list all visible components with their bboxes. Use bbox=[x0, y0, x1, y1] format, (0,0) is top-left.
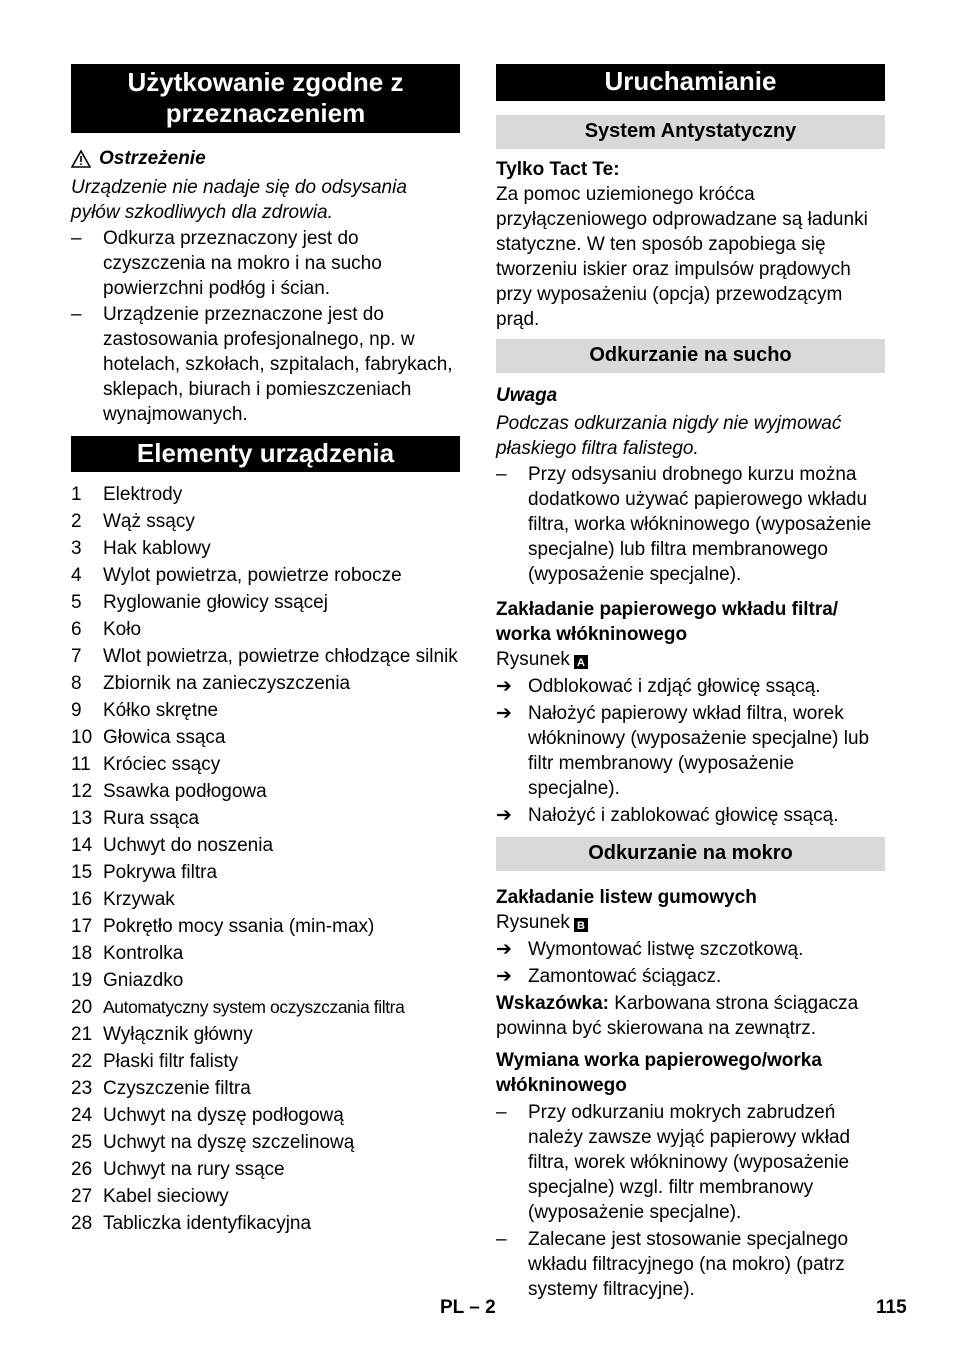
list-item-text: Pokrywa filtra bbox=[103, 862, 218, 883]
arrow-right-icon: ➔ bbox=[496, 703, 512, 724]
list-item-text: Gniazdko bbox=[103, 970, 184, 991]
list-item-text: Wąż ssący bbox=[103, 511, 195, 532]
footer-page-ref bbox=[440, 1297, 496, 1319]
list-item bbox=[71, 833, 460, 858]
warning-triangle-icon bbox=[71, 150, 91, 168]
list-item-text: Kabel sieciowy bbox=[103, 1186, 229, 1207]
dash-marker: – bbox=[496, 1102, 507, 1123]
list-item-number: 2 bbox=[71, 511, 82, 532]
wet-figure-ref bbox=[496, 910, 885, 935]
list-item-number: 5 bbox=[71, 592, 82, 613]
step-item bbox=[496, 964, 885, 989]
list-item bbox=[71, 995, 460, 1020]
list-item bbox=[71, 725, 460, 750]
list-item bbox=[71, 806, 460, 831]
dash-marker: – bbox=[496, 464, 507, 485]
list-item-number: 7 bbox=[71, 646, 82, 667]
list-item-text: Króciec ssący bbox=[103, 754, 221, 775]
list-item bbox=[71, 563, 460, 588]
wet-bullet bbox=[496, 1227, 885, 1302]
section-title-elements: Elementy urządzenia bbox=[71, 436, 460, 472]
figure-a-icon: A bbox=[574, 655, 588, 669]
figure-label: Rysunek bbox=[496, 649, 570, 670]
list-item-number: 8 bbox=[71, 673, 82, 694]
list-item bbox=[71, 671, 460, 696]
list-item-text: Głowica ssąca bbox=[103, 727, 226, 748]
step-item bbox=[496, 701, 885, 801]
list-item bbox=[71, 1157, 460, 1182]
step-item bbox=[496, 803, 885, 828]
list-item-number: 21 bbox=[71, 1024, 93, 1045]
list-item-number: 24 bbox=[71, 1105, 93, 1126]
elements-list bbox=[71, 482, 460, 1236]
arrow-right-icon: ➔ bbox=[496, 805, 512, 826]
hint-paragraph bbox=[496, 991, 885, 1041]
list-item-number: 4 bbox=[71, 565, 82, 586]
list-item bbox=[71, 1130, 460, 1155]
list-item bbox=[71, 590, 460, 615]
arrow-right-icon: ➔ bbox=[496, 939, 512, 960]
list-item-number: 1 bbox=[71, 484, 82, 505]
wet-bullet-text: Przy odkurzaniu mokrych zabrudzeń należy zawsze wyjąć papierowy wkład filtra, worek włókninowy (wyposażenie specjalne) wzgl. filtr membranowy (wyposażenie specjalne). bbox=[528, 1102, 851, 1223]
note-label: Uwaga bbox=[496, 385, 558, 406]
list-item bbox=[71, 1184, 460, 1209]
hint-label: Wskazówka: bbox=[496, 993, 609, 1014]
list-item bbox=[71, 968, 460, 993]
dash-marker: – bbox=[71, 228, 82, 249]
subsection-title-wet: Odkurzanie na mokro bbox=[496, 837, 885, 871]
warning-label: Ostrzeżenie bbox=[99, 148, 206, 169]
warning-heading bbox=[71, 146, 460, 171]
section-title-startup: Uruchamianie bbox=[496, 64, 885, 101]
figure-label: Rysunek bbox=[496, 912, 570, 933]
wet-subtitle: Zakładanie listew gumowych bbox=[496, 887, 757, 908]
list-item-text: Tabliczka identyfikacyjna bbox=[103, 1213, 312, 1234]
usage-bullet-text: Odkurza przeznaczony jest do czyszczenia na mokro i na sucho powierzchni podłóg i ścian. bbox=[103, 228, 382, 299]
usage-bullet bbox=[71, 226, 460, 301]
list-item-text: Krzywak bbox=[103, 889, 175, 910]
list-item-number: 9 bbox=[71, 700, 82, 721]
dry-subtitle: Zakładanie papierowego wkładu filtra/ worka włókninowego bbox=[496, 599, 839, 645]
list-item bbox=[71, 617, 460, 642]
list-item bbox=[71, 752, 460, 777]
list-item bbox=[71, 1022, 460, 1047]
step-text: Nałożyć i zablokować głowicę ssącą. bbox=[528, 805, 839, 826]
wet-steps bbox=[496, 937, 885, 989]
list-item-text: Pokrętło mocy ssania (min-max) bbox=[103, 916, 375, 937]
list-item-number: 17 bbox=[71, 916, 93, 937]
arrow-right-icon: ➔ bbox=[496, 676, 512, 697]
list-item-text: Elektrody bbox=[103, 484, 183, 505]
list-item-number: 6 bbox=[71, 619, 82, 640]
list-item bbox=[71, 1103, 460, 1128]
list-item-text: Płaski filtr falisty bbox=[103, 1051, 239, 1072]
list-item-text: Uchwyt na dyszę podłogową bbox=[103, 1105, 344, 1126]
wet-bullet bbox=[496, 1100, 885, 1225]
step-item bbox=[496, 674, 885, 699]
list-item-number: 15 bbox=[71, 862, 93, 883]
list-item-text: Rura ssąca bbox=[103, 808, 200, 829]
step-item bbox=[496, 937, 885, 962]
list-item-text: Kółko skrętne bbox=[103, 700, 219, 721]
footer-ref: – 2 bbox=[469, 1297, 496, 1318]
usage-bullet-text: Urządzenie przeznaczone jest do zastosowania profesjonalnego, np. w hotelach, szkołach, szpitalach, fabrykach, sklepach, biurach i pomieszczeniach wynajmowanych. bbox=[103, 304, 453, 425]
list-item-number: 23 bbox=[71, 1078, 93, 1099]
list-item bbox=[71, 914, 460, 939]
hint-text: Karbowana strona ściągacza powinna być skierowana na zewnątrz. bbox=[496, 993, 859, 1039]
list-item-number: 13 bbox=[71, 808, 93, 829]
figure-b-icon: B bbox=[574, 918, 588, 932]
right-column bbox=[496, 64, 885, 1302]
list-item-number: 25 bbox=[71, 1132, 93, 1153]
list-item-number: 3 bbox=[71, 538, 82, 559]
dash-marker: – bbox=[496, 1229, 507, 1250]
list-item-number: 26 bbox=[71, 1159, 93, 1180]
warning-text: Urządzenie nie nadaje się do odsysania pyłów szkodliwych dla zdrowia. bbox=[71, 177, 407, 223]
list-item-text: Kontrolka bbox=[103, 943, 184, 964]
step-text: Wymontować listwę szczotkową. bbox=[528, 939, 804, 960]
list-item bbox=[71, 482, 460, 507]
list-item-number: 20 bbox=[71, 997, 93, 1018]
list-item-number: 12 bbox=[71, 781, 93, 802]
arrow-right-icon: ➔ bbox=[496, 966, 512, 987]
list-item-text: Koło bbox=[103, 619, 142, 640]
dash-marker: – bbox=[71, 304, 82, 325]
step-text: Nałożyć papierowy wkład filtra, worek włókninowy (wyposażenie specjalne) lub filtr membranowy (wyposażenie specjalne). bbox=[528, 703, 870, 799]
step-text: Odblokować i zdjąć głowicę ssącą. bbox=[528, 676, 821, 697]
list-item bbox=[71, 644, 460, 669]
list-item-text: Zbiornik na zanieczyszczenia bbox=[103, 673, 351, 694]
antistatic-subtitle: Tylko Tact Te: bbox=[496, 159, 620, 180]
footer-lang: PL bbox=[440, 1297, 464, 1318]
list-item-number: 10 bbox=[71, 727, 93, 748]
list-item-text: Uchwyt do noszenia bbox=[103, 835, 274, 856]
list-item-number: 27 bbox=[71, 1186, 93, 1207]
antistatic-text: Za pomoc uziemionego króćca przyłączeniowego odprowadzane są ładunki statyczne. W ten sposób zapobiega się tworzeniu iskier oraz impulsów prądowych przy wyposażeniu (opcja) przewodzącym prąd. bbox=[496, 184, 868, 330]
list-item bbox=[71, 1076, 460, 1101]
left-column bbox=[71, 64, 460, 1238]
dry-bullet-text: Przy odsysaniu drobnego kurzu można dodatkowo używać papierowego wkładu filtra, worka włókninowego (wyposażenie specjalne) lub filtra membranowego (wyposażenie specjalne). bbox=[528, 464, 872, 585]
dry-steps bbox=[496, 674, 885, 828]
list-item-number: 28 bbox=[71, 1213, 93, 1234]
list-item-text: Uchwyt na dyszę szczelinową bbox=[103, 1132, 355, 1153]
list-item-number: 11 bbox=[71, 754, 91, 775]
list-item bbox=[71, 860, 460, 885]
subsection-title-antistatic: System Antystatyczny bbox=[496, 115, 885, 149]
list-item-text: Wyłącznik główny bbox=[103, 1024, 253, 1045]
list-item bbox=[71, 887, 460, 912]
list-item-text: Wylot powietrza, powietrze robocze bbox=[103, 565, 402, 586]
list-item-number: 16 bbox=[71, 889, 93, 910]
section-title-usage: Użytkowanie zgodne z przeznaczeniem bbox=[71, 64, 460, 133]
usage-bullet bbox=[71, 302, 460, 427]
dry-figure-ref bbox=[496, 647, 885, 672]
note-text: Podczas odkurzania nigdy nie wyjmować płaskiego filtra falistego. bbox=[496, 413, 842, 459]
step-text: Zamontować ściągacz. bbox=[528, 966, 722, 987]
list-item bbox=[71, 1049, 460, 1074]
wet-subtitle-2: Wymiana worka papierowego/worka włókninowego bbox=[496, 1050, 822, 1096]
list-item-number: 18 bbox=[71, 943, 93, 964]
list-item-text: Wlot powietrza, powietrze chłodzące silnik bbox=[103, 646, 458, 667]
list-item bbox=[71, 509, 460, 534]
list-item bbox=[71, 1211, 460, 1236]
wet-bullet-text: Zalecane jest stosowanie specjalnego wkładu filtracyjnego (na mokro) (patrz systemy filtracyjne). bbox=[528, 1229, 849, 1300]
list-item-number: 19 bbox=[71, 970, 93, 991]
list-item-number: 22 bbox=[71, 1051, 93, 1072]
list-item-text: Automatyczny system oczyszczania filtra bbox=[103, 997, 405, 1017]
list-item bbox=[71, 779, 460, 804]
list-item-text: Czyszczenie filtra bbox=[103, 1078, 251, 1099]
list-item-number: 14 bbox=[71, 835, 93, 856]
list-item-text: Ssawka podłogowa bbox=[103, 781, 267, 802]
subsection-title-dry: Odkurzanie na sucho bbox=[496, 339, 885, 373]
list-item bbox=[71, 941, 460, 966]
list-item bbox=[71, 536, 460, 561]
list-item-text: Hak kablowy bbox=[103, 538, 211, 559]
page-number: 115 bbox=[876, 1297, 907, 1318]
list-item-text: Ryglowanie głowicy ssącej bbox=[103, 592, 328, 613]
list-item-text: Uchwyt na rury ssące bbox=[103, 1159, 285, 1180]
list-item bbox=[71, 698, 460, 723]
dry-bullet bbox=[496, 462, 885, 587]
